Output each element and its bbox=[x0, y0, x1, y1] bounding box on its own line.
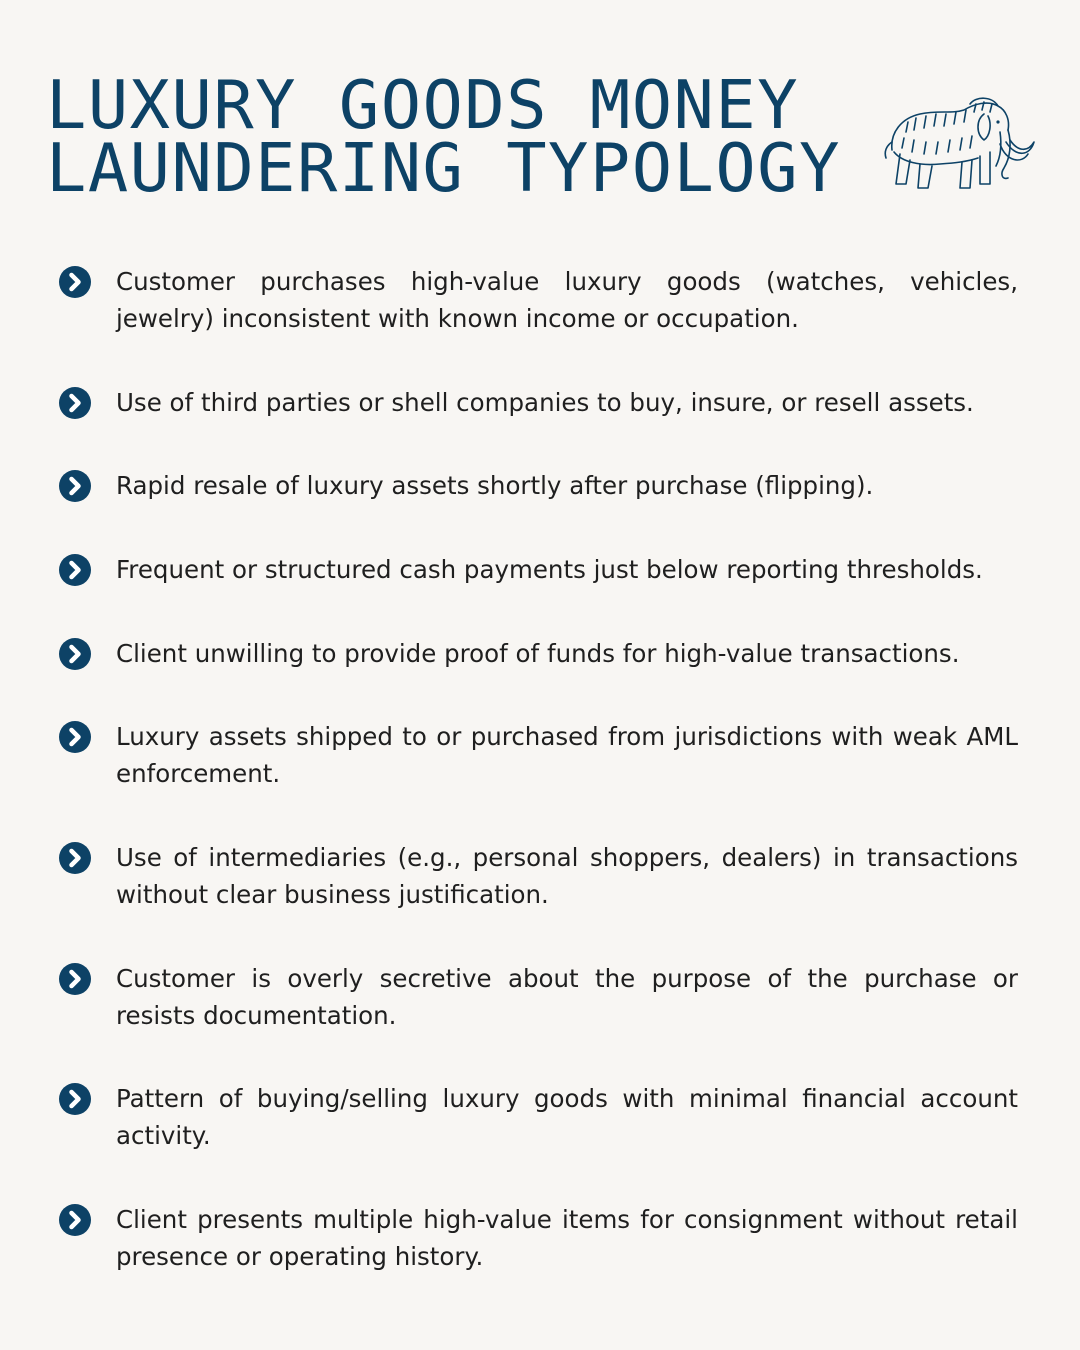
chevron-right-circle-icon bbox=[58, 841, 92, 875]
list-item-text: Use of third parties or shell companies to buy, insure, or resell assets. bbox=[116, 388, 974, 417]
chevron-right-circle-icon bbox=[58, 265, 92, 299]
list-item bbox=[58, 635, 1020, 672]
list-item-text: Customer is overly secretive about the purpose of the purchase or resists documentation. bbox=[116, 964, 1018, 1030]
list-item bbox=[58, 384, 1020, 421]
list-item bbox=[58, 551, 1020, 588]
list-item bbox=[58, 839, 1020, 913]
chevron-right-circle-icon bbox=[58, 962, 92, 996]
list-item bbox=[58, 1080, 1020, 1154]
list-item-text: Client presents multiple high-value items for consignment without retail presence or operating history. bbox=[116, 1205, 1018, 1271]
chevron-right-circle-icon bbox=[58, 637, 92, 671]
list-item-text: Luxury assets shipped to or purchased from jurisdictions with weak AML enforcement. bbox=[116, 722, 1018, 788]
list-item-text: Pattern of buying/selling luxury goods with minimal financial account activity. bbox=[116, 1084, 1018, 1150]
list-item-text: Client unwilling to provide proof of funds for high-value transactions. bbox=[116, 639, 960, 668]
list-item bbox=[58, 1201, 1020, 1275]
list-item-text: Customer purchases high-value luxury goods (watches, vehicles, jewelry) inconsistent with known income or occupation. bbox=[116, 267, 1018, 333]
title-line-1: LUXURY GOODS MONEY bbox=[46, 66, 800, 144]
chevron-right-circle-icon bbox=[58, 386, 92, 420]
chevron-right-circle-icon bbox=[58, 553, 92, 587]
list-item bbox=[58, 263, 1020, 337]
list-item-text: Use of intermediaries (e.g., personal shoppers, dealers) in transactions without clear business justification. bbox=[116, 843, 1018, 909]
chevron-right-circle-icon bbox=[58, 1082, 92, 1116]
list-item-text: Rapid resale of luxury assets shortly after purchase (flipping). bbox=[116, 471, 874, 500]
chevron-right-circle-icon bbox=[58, 469, 92, 503]
chevron-right-circle-icon bbox=[58, 720, 92, 754]
list-item bbox=[58, 960, 1020, 1034]
list-item bbox=[58, 467, 1020, 504]
chevron-right-circle-icon bbox=[58, 1203, 92, 1237]
list-item bbox=[58, 718, 1020, 792]
list-item-text: Frequent or structured cash payments just below reporting thresholds. bbox=[116, 555, 983, 584]
title-line-2: LAUNDERING TYPOLOGY bbox=[46, 129, 841, 207]
